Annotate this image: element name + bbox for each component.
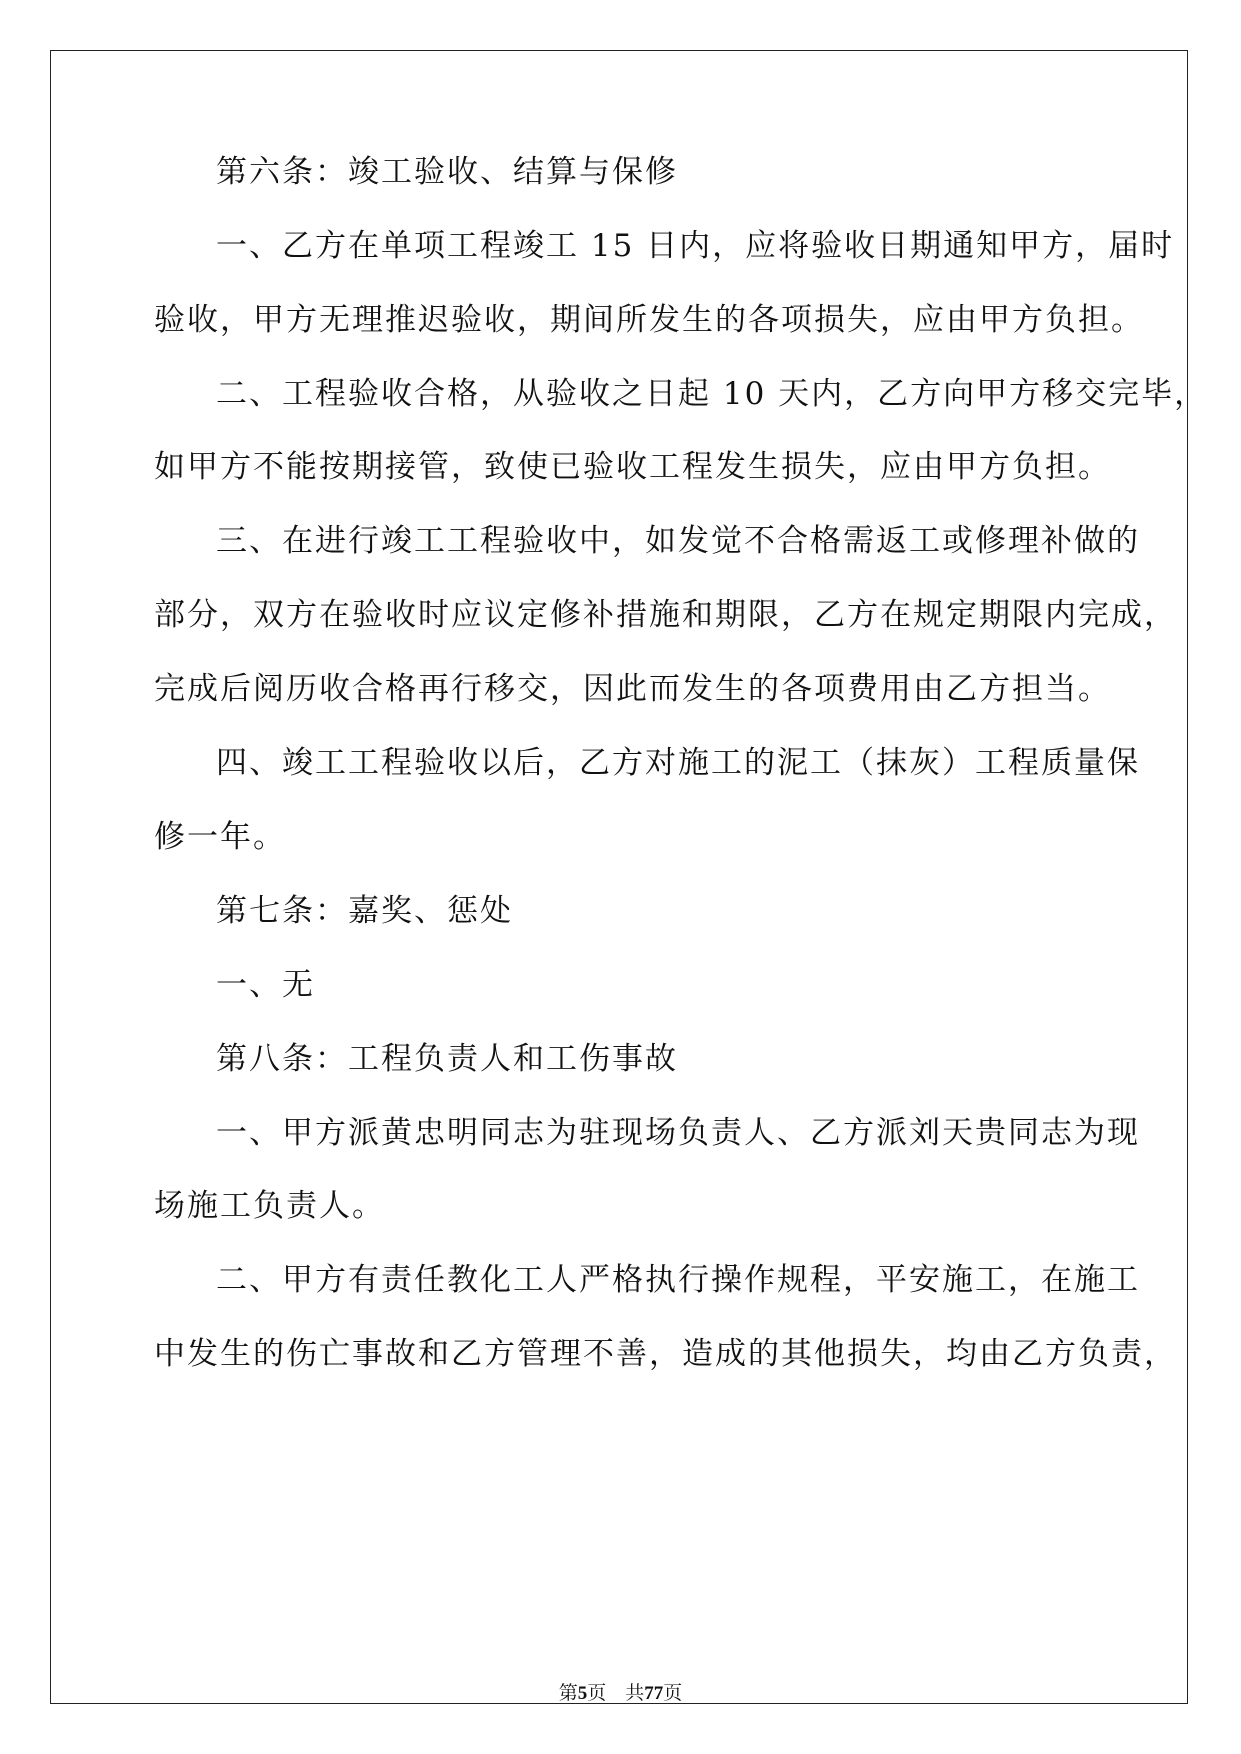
paragraph-line: 部分，双方在验收时应议定修补措施和期限，乙方在规定期限内完成， <box>154 597 1177 633</box>
paragraph-line: 二、工程验收合格，从验收之日起 10 天内，乙方向甲方移交完毕， <box>216 376 1208 412</box>
paragraph-line: 三、在进行竣工工程验收中，如发觉不合格需返工或修理补做的 <box>216 523 1140 559</box>
paragraph-line: 一、甲方派黄忠明同志为驻现场负责人、乙方派刘天贵同志为现 <box>216 1115 1140 1151</box>
section-8-heading: 第八条：工程负责人和工伤事故 <box>216 1041 678 1077</box>
paragraph-line: 中发生的伤亡事故和乙方管理不善，造成的其他损失，均由乙方负责， <box>154 1336 1177 1372</box>
paragraph-line: 一、无 <box>216 967 315 1003</box>
current-page-number: 5 <box>577 1683 588 1704</box>
total-page-count: 77 <box>644 1683 664 1704</box>
page-border <box>50 50 1188 1704</box>
footer-mid: 页 共 <box>587 1682 645 1704</box>
paragraph-line: 验收，甲方无理推迟验收，期间所发生的各项损失，应由甲方负担。 <box>154 302 1144 338</box>
footer-suffix: 页 <box>663 1682 683 1704</box>
paragraph-line: 一、乙方在单项工程竣工 15 日内，应将验收日期通知甲方，届时 <box>216 228 1175 264</box>
paragraph-line: 修一年。 <box>154 819 286 855</box>
paragraph-line: 如甲方不能按期接管，致使已验收工程发生损失，应由甲方负担。 <box>154 449 1111 485</box>
section-6-heading: 第六条：竣工验收、结算与保修 <box>216 154 678 190</box>
section-7-heading: 第七条：嘉奖、惩处 <box>216 893 513 929</box>
footer-prefix: 第 <box>558 1682 578 1704</box>
paragraph-line: 四、竣工工程验收以后，乙方对施工的泥工（抹灰）工程质量保 <box>216 745 1140 781</box>
page-footer <box>0 1681 1241 1706</box>
paragraph-line: 完成后阅历收合格再行移交，因此而发生的各项费用由乙方担当。 <box>154 671 1111 707</box>
paragraph-line: 二、甲方有责任教化工人严格执行操作规程，平安施工，在施工 <box>216 1262 1140 1298</box>
paragraph-line: 场施工负责人。 <box>154 1188 385 1224</box>
